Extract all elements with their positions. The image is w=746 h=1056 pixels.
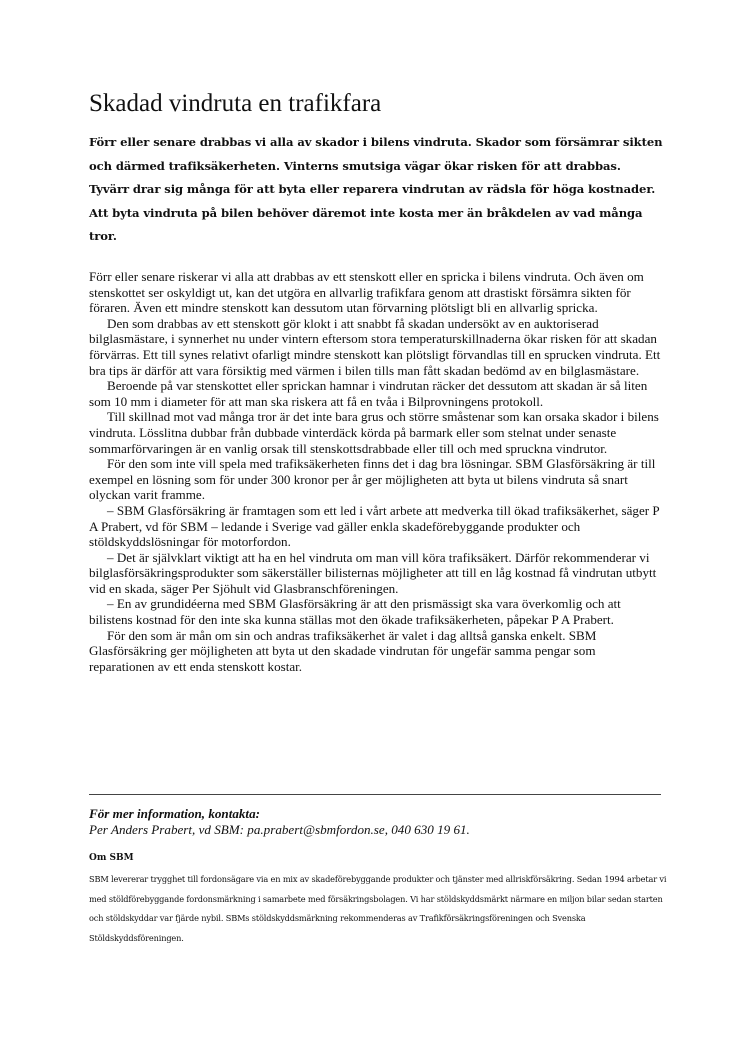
divider	[89, 794, 661, 795]
lead-paragraph: Förr eller senare drabbas vi alla av skador i bilens vindruta. Skador som försämrar sikten och därmed trafiksäkerheten. Vinterns smutsiga vägar ökar risken för att drabbas. Tyvärr drar sig många för att byta eller reparera vindrutan av rädsla för höga kostnader. Att byta vindruta på bilen behöver däremot inte kosta mer än bråkdelen av vad många tror.	[89, 135, 663, 244]
body-paragraph: Beroende på var stenskottet eller sprickan hamnar i vindrutan räcker det dessutom att skadan är så liten som 10 mm i diameter för att man ska riskera att få en tvåa i Bilprovningens protokoll.	[89, 378, 648, 409]
article-body	[89, 269, 663, 674]
page-title: Skadad vindruta en trafikfara	[89, 90, 382, 117]
body-paragraph: – SBM Glasförsäkring är framtagen som ett led i vårt arbete att medverka till ökad trafiksäkerhet, säger P A Prabert, vd för SBM – ledande i Sverige vad gäller enkla skadeförebyggande produkter och stöldskyddslösningar för motorfordon.	[89, 502, 660, 550]
contact-heading: För mer information, kontakta:	[89, 806, 260, 821]
body-paragraph: Den som drabbas av ett stenskott gör klokt i att snabbt få skadan undersökt av en auktoriserad bilglasmästare, i synnerhet nu under vintern eftersom stora temperaturskillnaderna ökar risken för att skadan förvärras. Ett till synes relativt ofarligt mindre stenskott kan plötsligt förvandlas till en sprucken vindruta. Ett bra tips är därför att vara försiktig med värmen i bilen tills man fått skadan bedömd av en bilglasmästare.	[89, 315, 661, 378]
body-paragraph: – En av grundidéerna med SBM Glasförsäkring är att den prismässigt ska vara överkomlig och att bilistens kostnad för den inte ska kunna ställas mot den ökade trafiksäkerheten, påpekar P A Prabert.	[89, 596, 621, 628]
body-paragraph: – Det är självklart viktigt att ha en hel vindruta om man vill köra trafiksäkert. Därför rekommenderar vi bilglasförsäkringsprodukter som säkerställer bilisternas möjligheter att till en låg kostnad få vindrutan utbytt vid en skada, säger Per Sjöhult vid Glasbranschföreningen.	[89, 549, 657, 596]
body-paragraph: Till skillnad mot vad många tror är det inte bara grus och större småstenar som kan orsaka skador i bilens vindruta. Lösslitna dubbar från dubbade vinterdäck körda på barmark eller som stelnat under senaste sommarförvaringen är en vanlig orsak till stenskottsdrabbade eller till och med spruckna vindrutor.	[89, 409, 659, 456]
body-paragraph: För den som är mån om sin och andras trafiksäkerhet är valet i dag alltså ganska enkelt. SBM Glasförsäkring ger möjligheten att byta ut den skadade vindrutan för ungefär samma pengar som reparationen av ett enda stenskott kostar.	[89, 627, 597, 674]
about-heading: Om SBM	[89, 853, 134, 863]
body-paragraph: Förr eller senare riskerar vi alla att drabbas av ett stenskott eller en spricka i bilens vindruta. Och även om stenskottet ser oskyldigt ut, kan det utgöra en allvarlig trafikfara genom att drastiskt försämra sikten för föraren. Även ett mindre stenskott kan dessutom utan förvarning plötsligt bli en allvarlig spricka.	[89, 269, 644, 316]
contact-block	[89, 806, 661, 837]
contact-line: Per Anders Prabert, vd SBM: pa.prabert@sbmfordon.se, 040 630 19 61.	[89, 821, 470, 837]
body-paragraph: För den som inte vill spela med trafiksäkerheten finns det i dag bra lösningar. SBM Glasförsäkring är till exempel en lösning som för under 300 kronor per år ger möjligheten att byta ut bilens vindruta så snart olyckan varit framme.	[89, 456, 656, 503]
about-text: SBM levererar trygghet till fordonsägare via en mix av skadeförebyggande produkter och tjänster med allriskförsäkring. Sedan 1994 arbetar vi med stöldförebyggande fordonsmärkning i samarbete med försäkringsbolagen. Vi har stöldskyddsmärkt närmare en miljon bilar sedan starten och stöldskyddar var fjärde nybil. SBMs stöldskyddsmärkning rekommenderas av Trafikförsäkringsföreningen och Svenska Stöldskyddsföreningen.	[89, 874, 667, 943]
